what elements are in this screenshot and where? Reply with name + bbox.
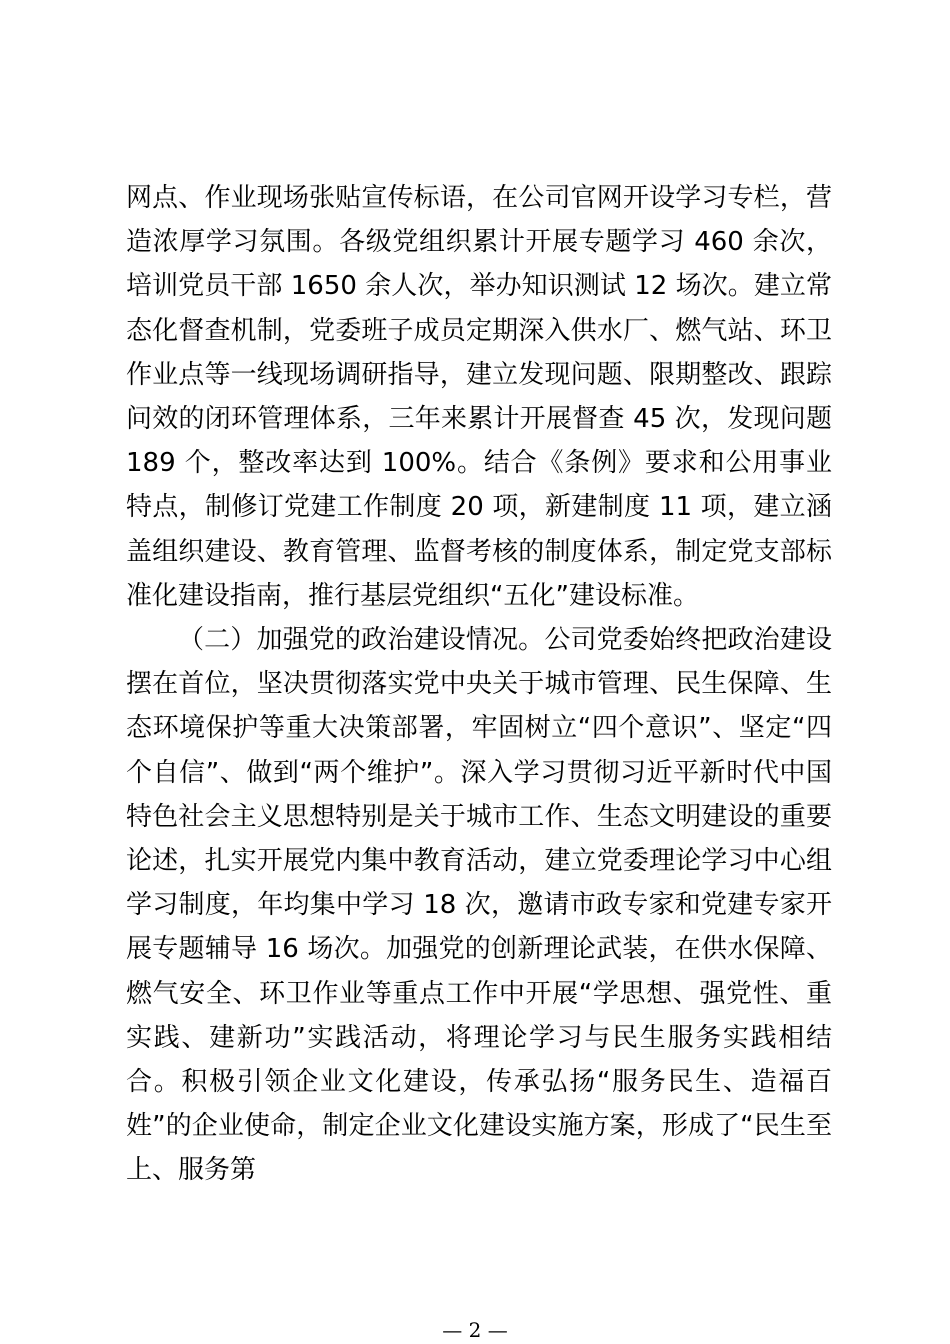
paragraph-2: （二）加强党的政治建设情况。公司党委始终把政治建设摆在首位，坚决贯彻落实党中央关于城市管理、民生保障、生态环境保护等重大决策部署，牢固树立“四个意识”、坚定“四个自信”、做到“两个维护”。深入学习贯彻习近平新时代中国特色社会主义思想特别是关于城市工作、生态文明建设的重要论述，扎实开展党内集中教育活动，建立党委理论学习中心组学习制度，年均集中学习 18 次，邀请市政专家和党建专家开展专题辅导 16 场次。加强党的创新理论武装，在供水保障、燃气安全、环卫作业等重点工作中开展“学思想、强党性、重实践、建新功”实践活动，将理论学习与民生服务实践相结合。积极引领企业文化建设，传承弘扬“服务民生、造福百姓”的企业使命，制定企业文化建设实施方案，形成了“民生至上、服务第	[126, 625, 832, 1186]
page-number: — 2 —	[442, 1318, 508, 1342]
body-text	[126, 176, 832, 1193]
paragraph-1: 网点、作业现场张贴宣传标语，在公司官网开设学习专栏，营造浓厚学习氛围。各级党组织累计开展专题学习 460 余次，培训党员干部 1650 余人次，举办知识测试 12 场次。建立常态化督查机制，党委班子成员定期深入供水厂、燃气站、环卫作业点等一线现场调研指导，建立发现问题、限期整改、跟踪问效的闭环管理体系，三年来累计开展督查 45 次，发现问题 189 个，整改率达到 100%。结合《条例》要求和公用事业特点，制修订党建工作制度 20 项，新建制度 11 项，建立涵盖组织建设、教育管理、监督考核的制度体系，制定党支部标准化建设指南，推行基层党组织“五化”建设标准。	[126, 183, 832, 611]
